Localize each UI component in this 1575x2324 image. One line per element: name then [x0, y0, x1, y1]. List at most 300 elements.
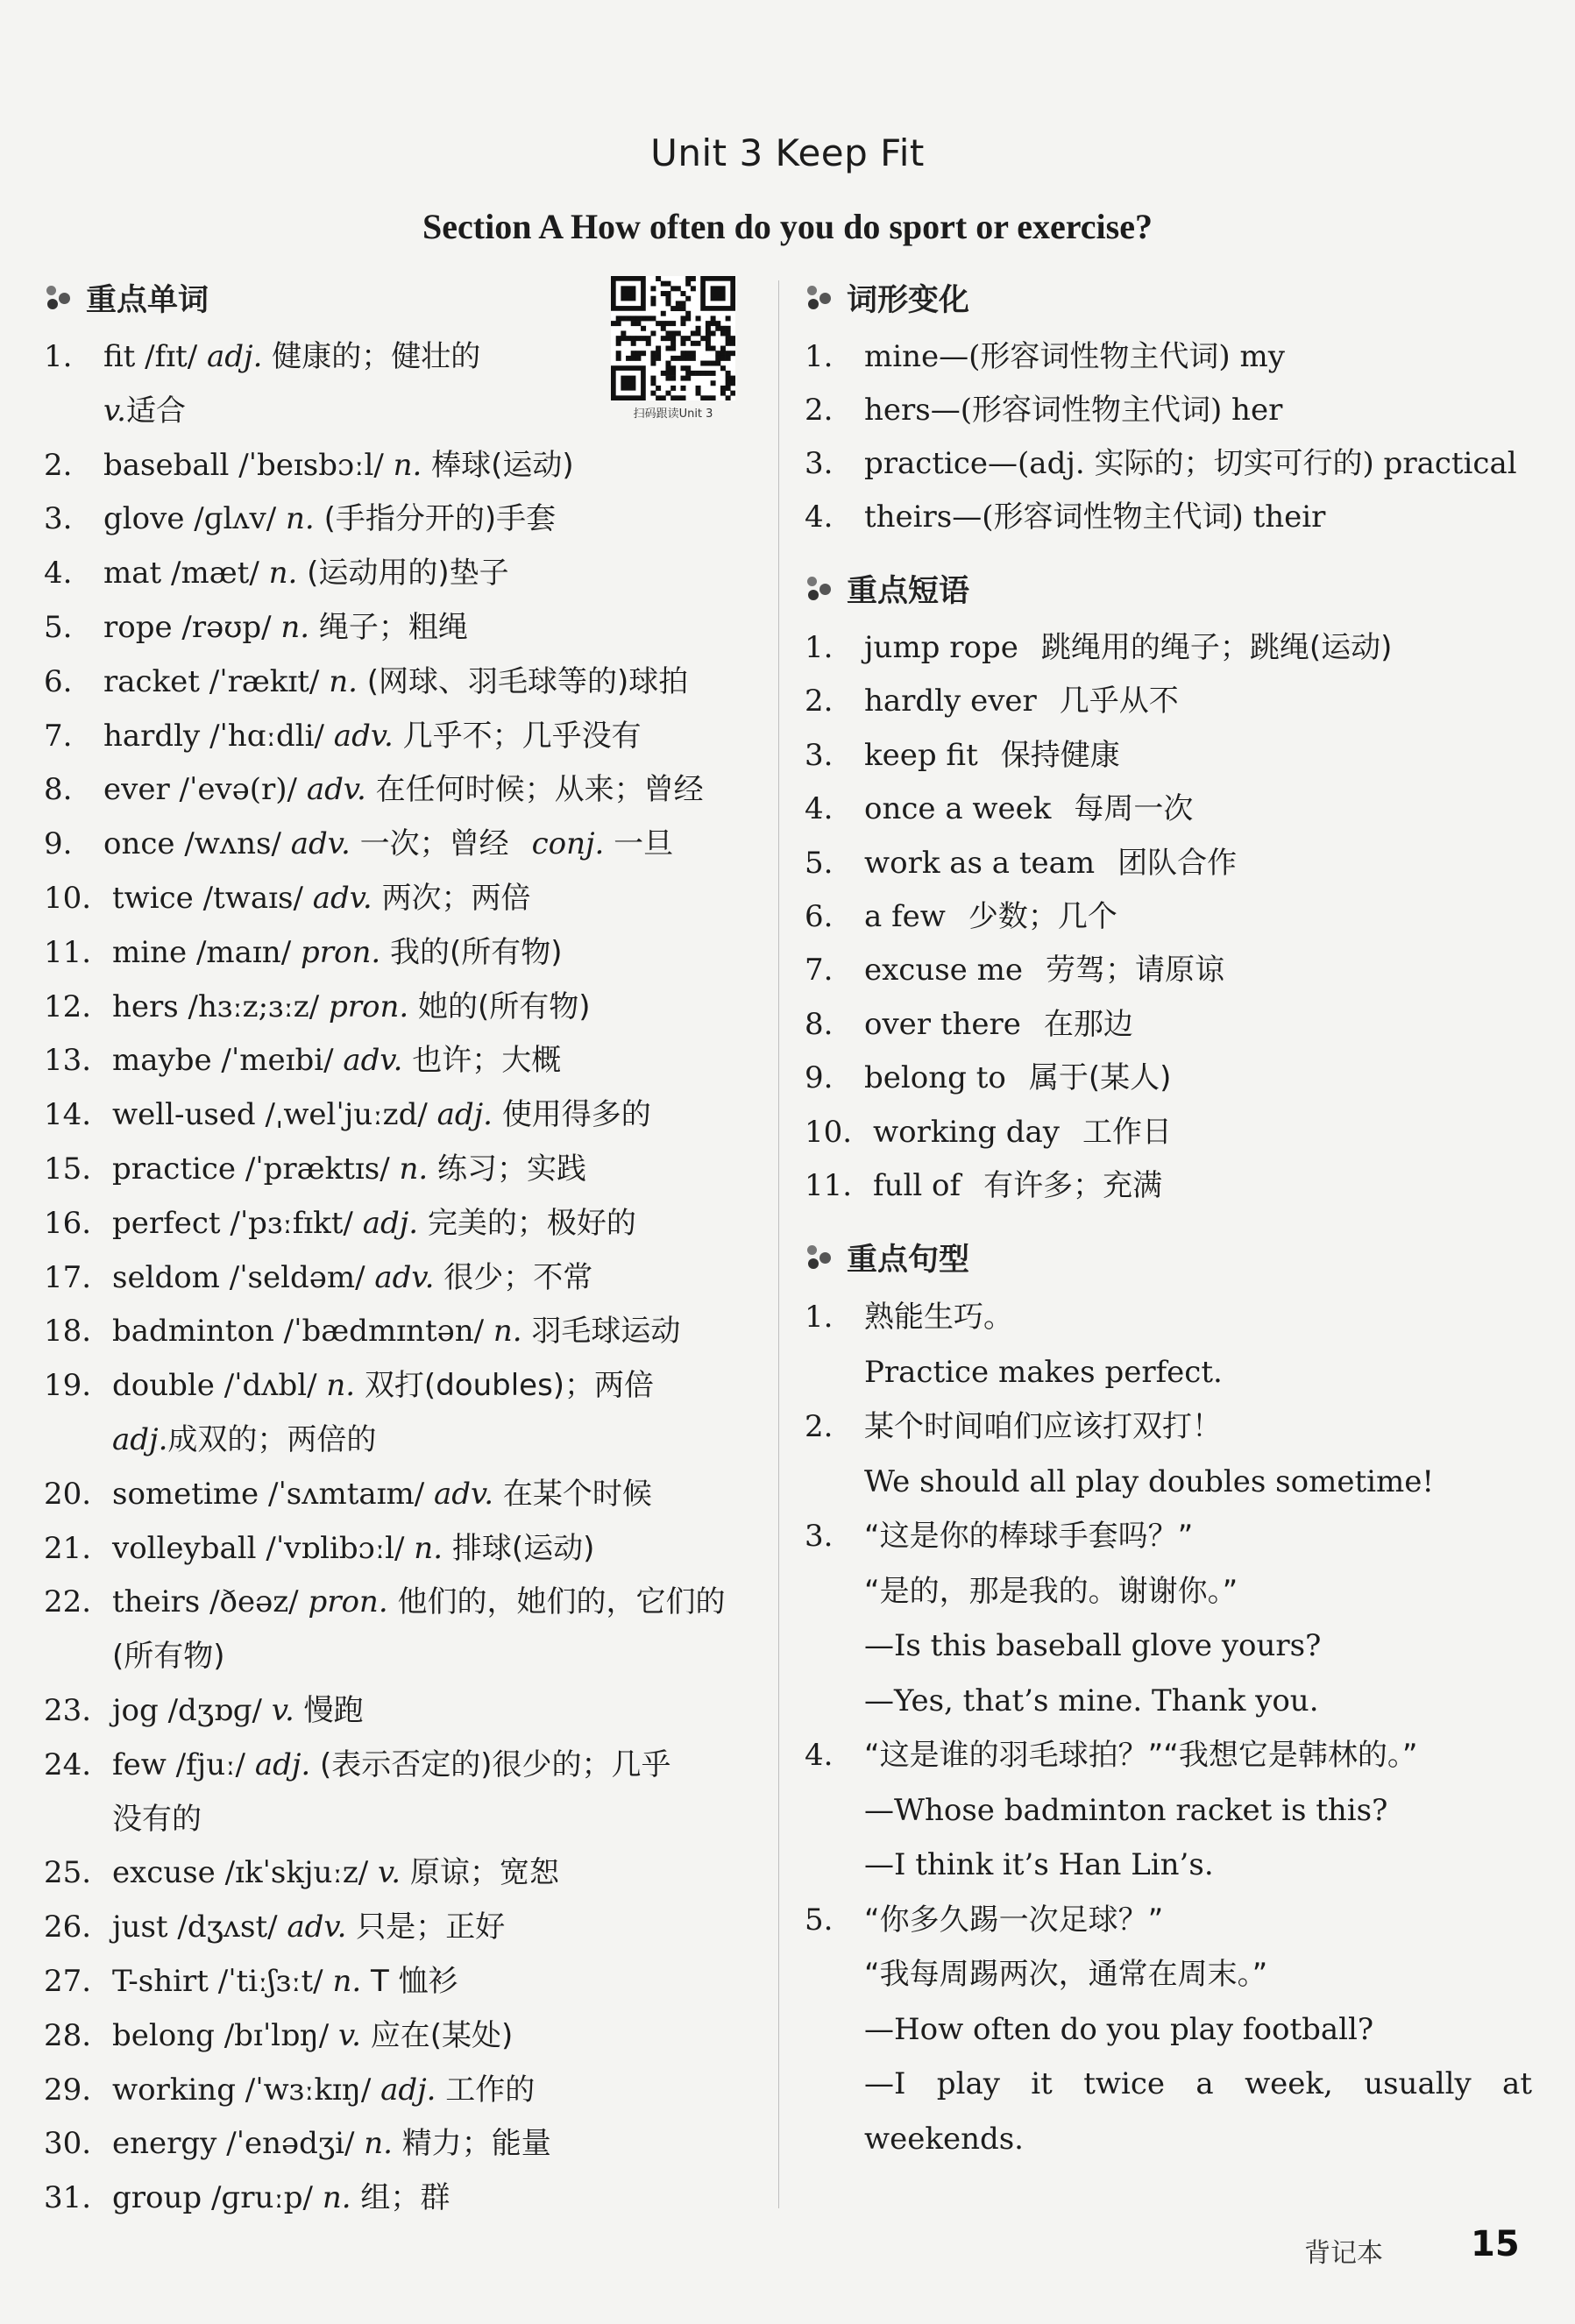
sentence-lines: [864, 1290, 1532, 1399]
phrase-en: hardly ever: [864, 684, 1037, 719]
entry-number: 10.: [44, 880, 92, 916]
vocab-word: baseball: [103, 447, 230, 483]
vocab-entry: [44, 2172, 763, 2226]
vocab-meaning: 应在(某处): [370, 2017, 514, 2053]
entry-number: 2.: [805, 1409, 834, 1445]
vocab-entry: [44, 1901, 763, 1955]
entry-number: 24.: [44, 1747, 92, 1782]
vocab-meaning: 完美的；极好的: [427, 1205, 636, 1241]
entry-number: 6.: [805, 899, 834, 935]
entry-text: [103, 547, 763, 601]
phrase-en: once a week: [864, 791, 1052, 827]
entry-number: 9.: [805, 1060, 834, 1096]
phrases-heading: 重点短语: [805, 567, 1532, 611]
vocab-entry: [44, 1955, 763, 2009]
entry-number: 4.: [805, 791, 834, 827]
part-of-speech: pron.: [328, 988, 409, 1024]
entry-number: 8.: [44, 772, 73, 808]
vocab-meaning: 也许；大概: [412, 1043, 562, 1079]
phrase-entry: [805, 1052, 1532, 1105]
bullet-dots-icon: [44, 284, 72, 312]
vocab-phonetic: /ðeəz/: [209, 1584, 299, 1620]
part-of-speech: adv.: [333, 718, 394, 754]
bullet-dots-icon: [805, 284, 833, 312]
vocab-meaning-2: 一旦: [614, 826, 674, 862]
vocab-entry: [44, 763, 763, 818]
part-of-speech-2: v.: [103, 393, 126, 429]
vocab-meaning: 他们的，她们的，它们的: [397, 1584, 726, 1620]
phrase-cn: 跳绳用的绳子；跳绳(运动): [1040, 630, 1393, 665]
vocab-meaning: T 恤衫: [370, 1963, 458, 1999]
vocab-entry: [44, 1197, 763, 1251]
phrase-cn: 在那边: [1043, 1006, 1133, 1042]
phrase-text: [864, 998, 1532, 1052]
entry-text: [112, 1251, 763, 1306]
phrase-entry: [805, 890, 1532, 944]
phrase-text: [864, 729, 1532, 783]
qr-caption: 扫码跟读Unit 3: [633, 407, 713, 421]
phrase-en: excuse me: [864, 953, 1023, 988]
vocab-meaning-cont: 没有的: [112, 1801, 202, 1837]
sentence-lines: [864, 1893, 1532, 2167]
entry-number: 18.: [44, 1314, 92, 1350]
vocab-word: mine: [112, 934, 188, 970]
vocab-list: [44, 330, 763, 2226]
entry-number: 28.: [44, 2017, 92, 2053]
vocab-word: belong: [112, 2017, 215, 2053]
vocab-phonetic: /ˈpɜːfɪkt/: [230, 1205, 353, 1241]
word-form-entry: [805, 384, 1532, 437]
vocab-word: ever: [103, 772, 170, 808]
sentence-entry: [805, 1290, 1532, 1399]
vocab-phonetic: /fɪt/: [145, 339, 198, 374]
entry-text: [112, 1359, 763, 1414]
sentence-en: —Is this baseball glove yours?: [864, 1628, 1322, 1664]
vocab-entry: [44, 1359, 763, 1414]
entry-number: 12.: [44, 988, 92, 1024]
vocab-entry: [44, 1305, 763, 1359]
vocab-entry: [44, 655, 763, 710]
vocab-meaning: 两次；两倍: [381, 880, 531, 916]
vocab-word: theirs: [112, 1584, 201, 1620]
entry-number: 3.: [805, 737, 834, 773]
vocab-entry: [44, 2009, 763, 2064]
entry-number: 14.: [44, 1097, 92, 1133]
entry-text: [112, 1955, 763, 2009]
word-form-text: theirs—(形容词性物主代词) their: [864, 500, 1326, 535]
entry-text: [112, 2009, 763, 2064]
entry-text: [112, 872, 763, 926]
entry-number: 3.: [805, 1519, 834, 1555]
sentence-en: —I play it twice a week, usually at: [864, 2066, 1532, 2102]
vocab-entry: [44, 439, 763, 493]
vocab-word: badminton: [112, 1314, 274, 1350]
entry-number: 23.: [44, 1692, 92, 1728]
vocab-meaning: 几乎不；几乎没有: [402, 718, 642, 754]
entry-text: [112, 1739, 763, 1793]
part-of-speech: n.: [326, 1368, 356, 1404]
word-forms-heading: 词形变化: [805, 276, 1532, 320]
vocab-phonetic: /ˌwelˈjuːzd/: [265, 1097, 428, 1133]
phrase-text: [864, 1052, 1532, 1105]
entry-text: [103, 710, 763, 764]
entry-text: [112, 1197, 763, 1251]
column-divider: [778, 280, 779, 2208]
left-column: [44, 276, 763, 2226]
sentence-en: —Whose badminton racket is this?: [864, 1792, 1388, 1828]
section-title: Section A How often do you do sport or exercise?: [422, 207, 1153, 246]
part-of-speech: adv.: [287, 1910, 347, 1945]
vocab-meaning: (网球、羽毛球等的)球拍: [366, 663, 689, 699]
phrase-en: keep fit: [864, 737, 978, 773]
phrase-text: [864, 621, 1532, 675]
vocab-meaning: 在某个时候: [502, 1476, 652, 1512]
phrases-block: [805, 567, 1532, 1213]
entry-text: [103, 818, 763, 872]
vocab-meaning: (运动用的)垫子: [307, 556, 509, 592]
entry-number: 5.: [805, 845, 834, 881]
entry-number: 15.: [44, 1151, 92, 1187]
part-of-speech: n.: [364, 2126, 393, 2162]
vocab-word: seldom: [112, 1259, 220, 1295]
vocab-phonetic: /ˈrækɪt/: [209, 663, 320, 699]
part-of-speech: v.: [378, 1855, 401, 1891]
entry-text: [103, 330, 763, 385]
sentence-lines: [864, 1728, 1532, 1893]
phrase-text: [873, 1159, 1532, 1213]
part-of-speech: n.: [286, 501, 315, 537]
vocab-meaning: 慢跑: [303, 1692, 364, 1728]
sentence-en: Practice makes perfect.: [864, 1354, 1223, 1390]
entry-text: [112, 1684, 763, 1739]
entry-number: 16.: [44, 1205, 92, 1241]
vocab-word: excuse: [112, 1855, 216, 1891]
entry-number: 8.: [805, 1006, 834, 1042]
page-number: 15: [1471, 2224, 1520, 2264]
entry-number: 26.: [44, 1910, 92, 1945]
vocab-phonetic: /bɪˈlɒŋ/: [223, 2017, 330, 2053]
sentence-en: We should all play doubles sometime!: [864, 1463, 1435, 1499]
entry-number: 19.: [44, 1368, 92, 1404]
entry-text: [112, 1143, 763, 1197]
entry-text: [112, 1088, 763, 1143]
part-of-speech: pron.: [300, 934, 381, 970]
entry-number: 5.: [44, 609, 73, 645]
part-of-speech: n.: [280, 609, 310, 645]
vocab-word: just: [112, 1910, 168, 1945]
vocab-meaning: 精力；能量: [401, 2126, 551, 2162]
vocab-meaning: 棒球(运动): [431, 447, 574, 483]
entry-number: 7.: [44, 718, 73, 754]
sentence-cn: “你多久踢一次足球？”: [864, 1902, 1164, 1938]
entry-number: 4.: [805, 1738, 834, 1774]
part-of-speech: n.: [268, 556, 298, 592]
vocab-word: once: [103, 826, 175, 862]
phrase-text: [864, 837, 1532, 890]
part-of-speech: adv.: [343, 1043, 403, 1079]
vocab-word: working: [112, 2072, 236, 2108]
vocab-entry: [44, 1251, 763, 1306]
part-of-speech: adj.: [362, 1205, 419, 1241]
sentence-lines: [864, 1509, 1532, 1728]
part-of-speech: v.: [337, 2017, 361, 2053]
part-of-speech: adj.: [254, 1747, 311, 1782]
sentence-en: —I think it’s Han Lin’s.: [864, 1847, 1214, 1883]
phrase-en: over there: [864, 1006, 1021, 1042]
vocab-phonetic: /mæt/: [171, 556, 259, 592]
entry-number: 13.: [44, 1043, 92, 1079]
vocab-phonetic: /hɜːz;ɜːz/: [188, 988, 320, 1024]
entry-number: 9.: [44, 826, 73, 862]
vocab-meaning: 一次；曾经: [359, 826, 509, 862]
entry-number: 4.: [805, 500, 834, 535]
vocab-entry: [44, 818, 763, 872]
entry-text: [103, 655, 763, 710]
vocab-phonetic: /rəʊp/: [181, 609, 272, 645]
vocab-meaning: 练习；实践: [437, 1151, 587, 1187]
part-of-speech: n.: [493, 1314, 522, 1350]
vocab-phonetic: /dʒɒɡ/: [167, 1692, 262, 1728]
entry-number: 17.: [44, 1259, 92, 1295]
phrase-en: working day: [873, 1114, 1061, 1150]
entry-text: [112, 1846, 763, 1901]
vocab-meaning: 使用得多的: [501, 1097, 651, 1133]
entry-text: [112, 926, 763, 981]
phrase-text: [864, 783, 1532, 836]
vocab-entry-continued: [44, 1414, 763, 1468]
entry-number: 31.: [44, 2180, 92, 2216]
vocab-phonetic: /ˈseldəm/: [229, 1259, 365, 1295]
footer-label: 背记本: [1304, 2238, 1383, 2269]
part-of-speech: adj.: [436, 1097, 493, 1133]
phrase-en: jump rope: [864, 630, 1018, 665]
vocab-word: T-shirt: [112, 1963, 209, 1999]
phrase-entry: [805, 729, 1532, 783]
vocab-phonetic: /maɪn/: [195, 934, 292, 970]
vocab-word: perfect: [112, 1205, 221, 1241]
entry-text: [112, 1034, 763, 1088]
entry-number: 10.: [805, 1114, 853, 1150]
vocab-meaning: 只是；正好: [356, 1910, 506, 1945]
sentence-cn: “是的，那是我的。谢谢你。”: [864, 1573, 1238, 1609]
vocab-word: jog: [112, 1692, 159, 1728]
phrase-entry: [805, 1106, 1532, 1159]
entry-text: [103, 763, 763, 818]
part-of-speech: n.: [332, 1963, 362, 1999]
phrase-en: belong to: [864, 1060, 1006, 1096]
vocab-word: fit: [103, 339, 136, 374]
entry-text: [112, 1522, 763, 1576]
vocab-word: maybe: [112, 1043, 212, 1079]
vocab-word: double: [112, 1368, 215, 1404]
vocab-meaning-cont: (所有物): [112, 1639, 225, 1675]
vocab-phonetic: /twaɪs/: [202, 880, 303, 916]
vocab-entry: [44, 1846, 763, 1901]
entry-number: 1.: [44, 339, 73, 374]
entry-text: [112, 1305, 763, 1359]
vocab-phonetic: /ɪkˈskjuːz/: [224, 1855, 369, 1891]
phrase-cn: 每周一次: [1074, 791, 1194, 827]
vocab-meaning: (手指分开的)手套: [323, 501, 557, 537]
part-of-speech: n.: [393, 447, 422, 483]
vocab-entry: [44, 601, 763, 655]
vocab-phonetic: /wʌns/: [184, 826, 281, 862]
phrase-cn: 有许多；充满: [983, 1168, 1163, 1204]
vocab-entry-continued: [44, 1630, 763, 1684]
vocab-phonetic: /dʒʌst/: [177, 1910, 278, 1945]
vocab-word: twice: [112, 880, 194, 916]
sentence-cn: 熟能生巧。: [864, 1300, 1013, 1336]
phrase-entry: [805, 837, 1532, 890]
vocab-meaning: 在任何时候；从来；曾经: [375, 772, 704, 808]
vocab-phonetic: /ˈenədʒi/: [226, 2126, 355, 2162]
entry-number: 3.: [44, 501, 73, 537]
vocab-meaning: 羽毛球运动: [531, 1314, 681, 1350]
vocab-word: rope: [103, 609, 173, 645]
vocab-entry: [44, 2064, 763, 2118]
entry-text: [103, 439, 763, 493]
phrase-cn: 少数；几个: [968, 899, 1117, 935]
vocab-meaning: 排球(运动): [451, 1530, 595, 1566]
vocab-phonetic: /ˈsʌmtaɪm/: [268, 1476, 425, 1512]
entry-number: 20.: [44, 1476, 92, 1512]
entry-number: 3.: [805, 446, 834, 481]
entry-number: 21.: [44, 1530, 92, 1566]
vocab-heading: 重点单词: [44, 276, 763, 320]
word-forms-block: [805, 276, 1532, 544]
phrase-text: [864, 675, 1532, 728]
entry-number: 2.: [805, 684, 834, 719]
vocab-meaning: 组；群: [360, 2180, 451, 2216]
vocab-meaning: 我的(所有物): [389, 934, 563, 970]
entry-text: [112, 2172, 763, 2226]
sentence-cn: 某个时间咱们应该打双打！: [864, 1409, 1222, 1445]
word-form-entry: [805, 491, 1532, 544]
vocab-entry-continued: [44, 1793, 763, 1847]
vocab-word: mat: [103, 556, 162, 592]
sentence-entry: [805, 1728, 1532, 1893]
vocab-entry: [44, 1739, 763, 1793]
entry-number: 1.: [805, 339, 834, 374]
word-form-entry: [805, 437, 1532, 491]
vocab-phonetic: /ɡlʌv/: [194, 501, 277, 537]
vocab-entry: [44, 1143, 763, 1197]
part-of-speech: adv.: [434, 1476, 494, 1512]
vocab-word: hers: [112, 988, 179, 1024]
sentence-en: weekends.: [864, 2121, 1024, 2157]
entry-text: [103, 492, 763, 547]
sentences-list: [805, 1290, 1532, 2166]
vocab-entry: [44, 926, 763, 981]
word-form-text: mine—(形容词性物主代词) my: [864, 339, 1285, 374]
vocab-entry: [44, 1522, 763, 1576]
vocab-word: group: [112, 2180, 202, 2216]
phrase-cn: 工作日: [1082, 1114, 1173, 1150]
vocab-phonetic: /ˈdʌbl/: [223, 1368, 317, 1404]
vocab-entry: [44, 710, 763, 764]
phrase-entry: [805, 621, 1532, 675]
vocab-entry: [44, 1576, 763, 1630]
vocab-phonetic: /fjuː/: [175, 1747, 246, 1782]
part-of-speech: adj.: [207, 339, 263, 374]
entry-number: 6.: [44, 663, 73, 699]
phrase-en: full of: [873, 1168, 961, 1204]
part-of-speech: adv.: [312, 880, 372, 916]
sentence-cn: “我每周踢两次，通常在周末。”: [864, 1957, 1268, 1993]
vocab-phonetic: /ˈbeɪsbɔːl/: [238, 447, 384, 483]
vocab-meaning: 绳子；粗绳: [318, 609, 468, 645]
vocab-word: energy: [112, 2126, 217, 2162]
entry-text: [103, 601, 763, 655]
vocab-word: well-used: [112, 1097, 256, 1133]
part-of-speech: n.: [329, 663, 358, 699]
entry-number: 11.: [44, 934, 92, 970]
part-of-speech: v.: [271, 1692, 294, 1728]
vocab-phonetic: /ˈhɑːdli/: [209, 718, 324, 754]
part-of-speech: n.: [322, 2180, 351, 2216]
vocab-meaning: 很少；不常: [443, 1259, 593, 1295]
entry-text: [112, 981, 763, 1035]
word-form-text: practice—(adj. 实际的；切实可行的) practical: [864, 446, 1517, 481]
entry-text: [112, 1576, 763, 1630]
entry-number: 22.: [44, 1584, 92, 1620]
vocab-word: practice: [112, 1151, 237, 1187]
vocab-word: sometime: [112, 1476, 259, 1512]
bullet-dots-icon: [805, 575, 833, 603]
vocab-entry: [44, 1684, 763, 1739]
part-of-speech: adv.: [290, 826, 351, 862]
sentence-en: —Yes, that’s mine. Thank you.: [864, 1683, 1319, 1718]
vocab-phonetic: /ˈtiːʃɜːt/: [217, 1963, 323, 1999]
vocab-entry: [44, 492, 763, 547]
vocab-meaning: 原谅；宽恕: [409, 1855, 559, 1891]
entry-number: 2.: [44, 447, 73, 483]
sentence-en: —How often do you play football?: [864, 2011, 1374, 2047]
phrase-entry: [805, 998, 1532, 1052]
vocab-phonetic: /ˈwɜːkɪŋ/: [245, 2072, 372, 2108]
entry-number: 5.: [805, 1902, 834, 1938]
vocab-entry: [44, 2117, 763, 2172]
part-of-speech: n.: [414, 1530, 443, 1566]
word-forms-list: [805, 330, 1532, 544]
phrase-text: [864, 890, 1532, 944]
sentence-entry: [805, 1399, 1532, 1509]
sentence-cn: “这是你的棒球手套吗？”: [864, 1519, 1194, 1555]
entry-number: 29.: [44, 2072, 92, 2108]
phrase-en: work as a team: [864, 845, 1096, 881]
entry-number: 4.: [44, 556, 73, 592]
vocab-meaning: (表示否定的)很少的；几乎: [320, 1747, 671, 1782]
bullet-dots-icon: [805, 1243, 833, 1272]
entry-number: 2.: [805, 393, 834, 428]
entry-number: 11.: [805, 1168, 853, 1204]
sentence-cn: “这是谁的羽毛球拍？”“我想它是韩林的。”: [864, 1738, 1418, 1774]
sentences-block: [805, 1236, 1532, 2166]
vocab-meaning: 健康的；健壮的: [272, 339, 481, 374]
vocab-word: glove: [103, 501, 185, 537]
vocab-meaning-2: 成双的；两倍的: [167, 1421, 377, 1457]
unit-title: Unit 3 Keep Fit: [650, 131, 925, 174]
vocab-entry-continued: [44, 385, 763, 439]
word-form-text: hers—(形容词性物主代词) her: [864, 393, 1283, 428]
sentence-entry: [805, 1893, 1532, 2167]
vocab-phonetic: /ˈevə(r)/: [179, 772, 298, 808]
vocab-word: few: [112, 1747, 167, 1782]
entry-number: 1.: [805, 1300, 834, 1336]
sentence-lines: [864, 1399, 1532, 1509]
phrases-list: [805, 621, 1532, 1213]
phrase-entry: [805, 1159, 1532, 1213]
